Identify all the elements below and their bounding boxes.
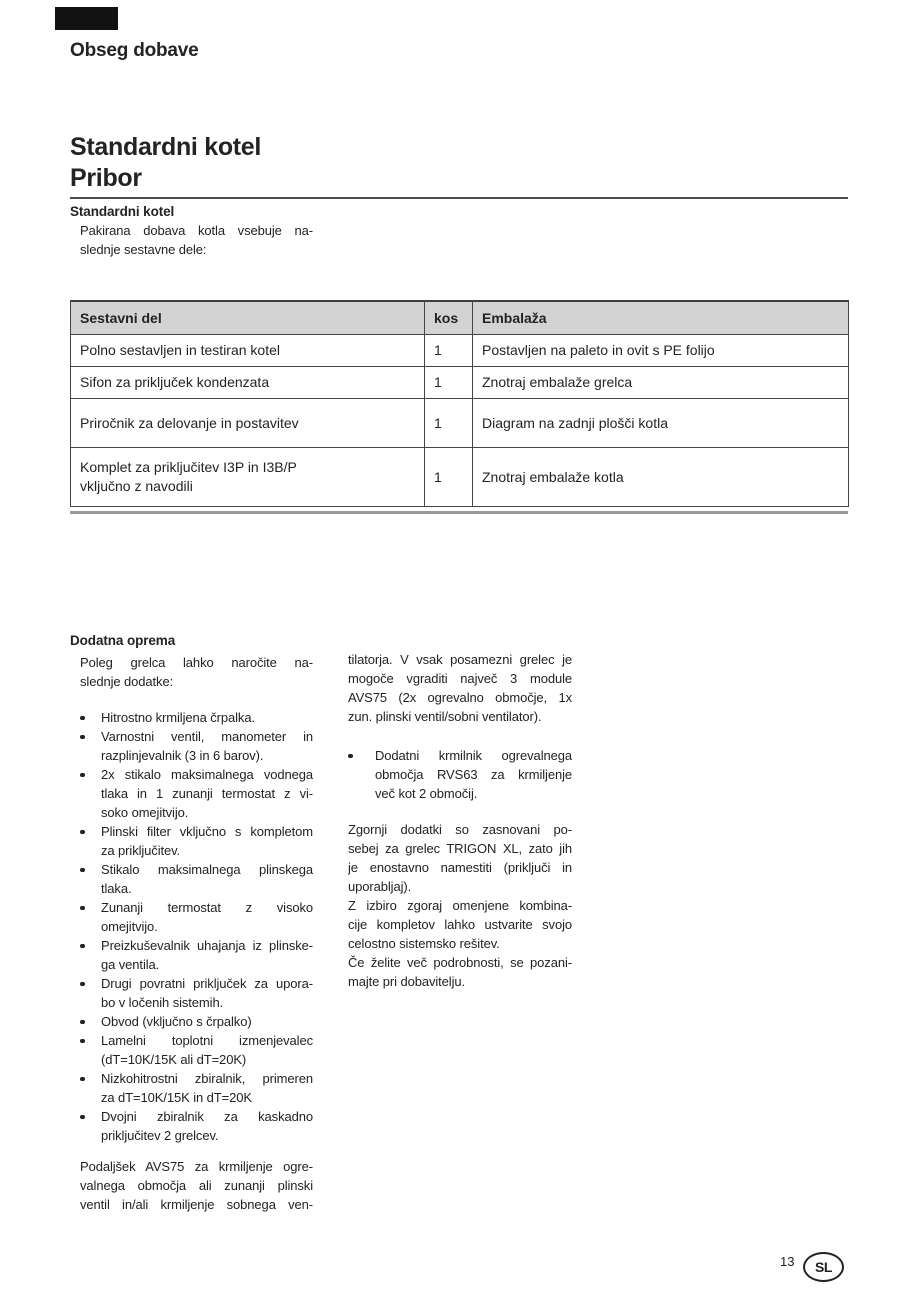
list-item [80,898,313,936]
paragraph [348,953,572,991]
text-line: Komplet za priključitev I3P in I3B/P [80,459,297,475]
text-line: Obvod (vključno s črpalko) [101,1014,252,1029]
table-row [71,335,849,367]
cell-part [71,367,425,399]
bullet-marker [80,822,101,860]
cell-part [71,448,425,507]
bullet-text [101,1069,313,1107]
bullet-text [101,974,313,1012]
bullet-text [101,1107,313,1145]
list-item [80,1012,313,1031]
register-mark [55,7,118,30]
text-line: Dodatni krmilnik ogrevalnega [375,748,572,763]
text-line: celostno sistemsko rešitev. [348,936,500,951]
bullet-marker [80,708,101,727]
cell-packaging: Diagram na zadnji plošči kotla [473,399,849,448]
bullet-marker [80,1069,101,1107]
text-line: za dT=10K/15K in dT=20K [101,1090,252,1105]
text-line: (dT=10K/15K ali dT=20K) [101,1052,247,1067]
text-line: Zunanji termostat z visoko [101,900,313,915]
cell-packaging: Znotraj embalaže kotla [473,448,849,507]
page-title [70,132,261,194]
text-line: za priključitev. [101,843,181,858]
column-header-qty: kos [425,301,473,335]
bullet-text [101,727,313,765]
bullet-text [101,936,313,974]
paragraph [348,896,572,953]
text-line: soko omejitvijo. [101,805,189,820]
cell-packaging: Postavljen na paleto in ovit s PE folijo [473,335,849,367]
accessories-left-column [70,631,315,1214]
text-line: Polno sestavljen in testiran kotel [80,342,280,358]
bullet-marker [80,1107,101,1145]
table-row [71,399,849,448]
accessories-closing-paragraph [80,1157,313,1214]
text-line: Poleg grelca lahko naročite na- [80,655,313,670]
list-item [80,1031,313,1069]
accessories-right-column [348,650,572,991]
text-line: 2x stikalo maksimalnega vodnega [101,767,313,782]
standard-boiler-intro [80,221,313,259]
text-line: Z izbiro zgoraj omenjene kombina- [348,898,572,913]
bullet-text [101,898,313,936]
bullet-marker [80,936,101,974]
page-title-line2: Pribor [70,164,142,192]
text-line: Priročnik za delovanje in postavitev [80,414,299,431]
accessories-bullet-list [80,708,313,1145]
delivery-table [70,300,849,507]
text-line: tlaka in 1 zunanji termostat z vi- [101,786,313,801]
text-line: več kot 2 območij. [375,786,478,801]
text-line: Stikalo maksimalnega plinskega [101,862,313,877]
text-line: Podaljšek AVS75 za krmiljenje ogre- [80,1159,313,1174]
cell-qty: 1 [425,367,473,399]
list-item [80,765,313,822]
list-item [80,860,313,898]
language-code: SL [814,1259,833,1275]
text-line: slednje sestavne dele: [80,242,207,257]
page-number: 13 [780,1254,795,1269]
text-line: majte pri dobavitelju. [348,974,466,989]
text-line: Če želite več podrobnosti, se pozani- [348,955,572,970]
column-header-packaging: Embalaža [473,301,849,335]
bullet-marker [80,1012,101,1031]
text-line: vključno z navodili [80,478,193,494]
bullet-text [101,765,313,822]
cell-packaging: Znotraj embalaže grelca [473,367,849,399]
bullet-marker [80,1031,101,1069]
cell-qty: 1 [425,399,473,448]
standard-boiler-heading: Standardni kotel [70,204,175,219]
text-line: razplinjevalnik (3 in 6 barov). [101,748,264,763]
text-line: Drugi povratni priključek za upora- [101,976,313,991]
list-item [80,708,313,727]
text-line: območja RVS63 za krmiljenje [375,767,572,782]
bullet-text [101,1031,313,1069]
text-line: slednje dodatke: [80,674,174,689]
text-line: uporabljaj). [348,879,412,894]
list-item [80,822,313,860]
text-line: Pakirana dobava kotla vsebuje na- [80,223,313,238]
bullet-text [101,1012,313,1031]
text-line: bo v ločenih sistemih. [101,995,224,1010]
bullet-text [101,708,313,727]
text-line: Varnostni ventil, manometer in [101,729,313,744]
paragraph [348,820,572,896]
list-item [348,746,572,803]
text-line: je enostavno namestiti (priključi in [348,860,572,875]
text-line: Plinski filter vključno s kompletom [101,824,313,839]
text-line: ventil in/ali krmiljenje sobnega ven- [80,1197,313,1212]
text-line: valnega območja ali zunanji plinski [80,1178,313,1193]
text-line: sebej za grelec TRIGON XL, zato jih [348,841,572,856]
text-line: Nizkohitrostni zbiralnik, primeren [101,1071,313,1086]
text-line: ga ventila. [101,957,160,972]
list-item [80,936,313,974]
section-divider-rule [70,511,848,514]
list-item [80,727,313,765]
text-line: Zgornji dodatki so zasnovani po- [348,822,572,837]
bullet-text [375,746,572,803]
bullet-text [101,822,313,860]
continuation-paragraph [348,650,572,726]
bullet-text [101,860,313,898]
bullet-marker [80,727,101,765]
table-row [71,367,849,399]
bullet-marker [80,765,101,822]
text-line: priključitev 2 grelcev. [101,1128,219,1143]
text-line: Sifon za priključek kondenzata [80,374,270,390]
page-title-line1: Standardni kotel [70,133,262,161]
section-title: Obseg dobave [70,40,199,61]
text-line: Hitrostno krmiljena črpalka. [101,710,255,725]
column-header-part: Sestavni del [71,301,425,335]
cell-qty: 1 [425,448,473,507]
bullet-marker [80,860,101,898]
accessories-heading: Dodatna oprema [70,633,176,648]
text-line: mogoče vgraditi največ 3 module [348,671,572,686]
cell-part [71,399,425,448]
list-item [80,1069,313,1107]
bullet-marker [80,974,101,1012]
text-line: Lamelni toplotni izmenjevalec [101,1033,313,1048]
cell-qty: 1 [425,335,473,367]
language-badge [803,1252,844,1282]
text-line: zun. plinski ventil/sobni ventilator). [348,709,542,724]
cell-part [71,335,425,367]
bullet-marker [80,898,101,936]
text-line: omejitvijo. [101,919,158,934]
accessories-intro [80,653,313,691]
text-line: Preizkuševalnik uhajanja iz plinske- [101,938,313,953]
list-item [80,1107,313,1145]
bullet-marker [348,746,375,803]
text-line: cije kompletov lahko ustvarite svojo [348,917,572,932]
title-rule [70,197,848,199]
list-item [80,974,313,1012]
table-header-row [71,301,849,335]
text-line: AVS75 (2x ogrevalno območje, 1x [348,690,572,705]
text-line: tilatorja. V vsak posamezni grelec je [348,652,572,667]
table-row [71,448,849,507]
text-line: Dvojni zbiralnik za kaskadno [101,1109,313,1124]
text-line: tlaka. [101,881,132,896]
